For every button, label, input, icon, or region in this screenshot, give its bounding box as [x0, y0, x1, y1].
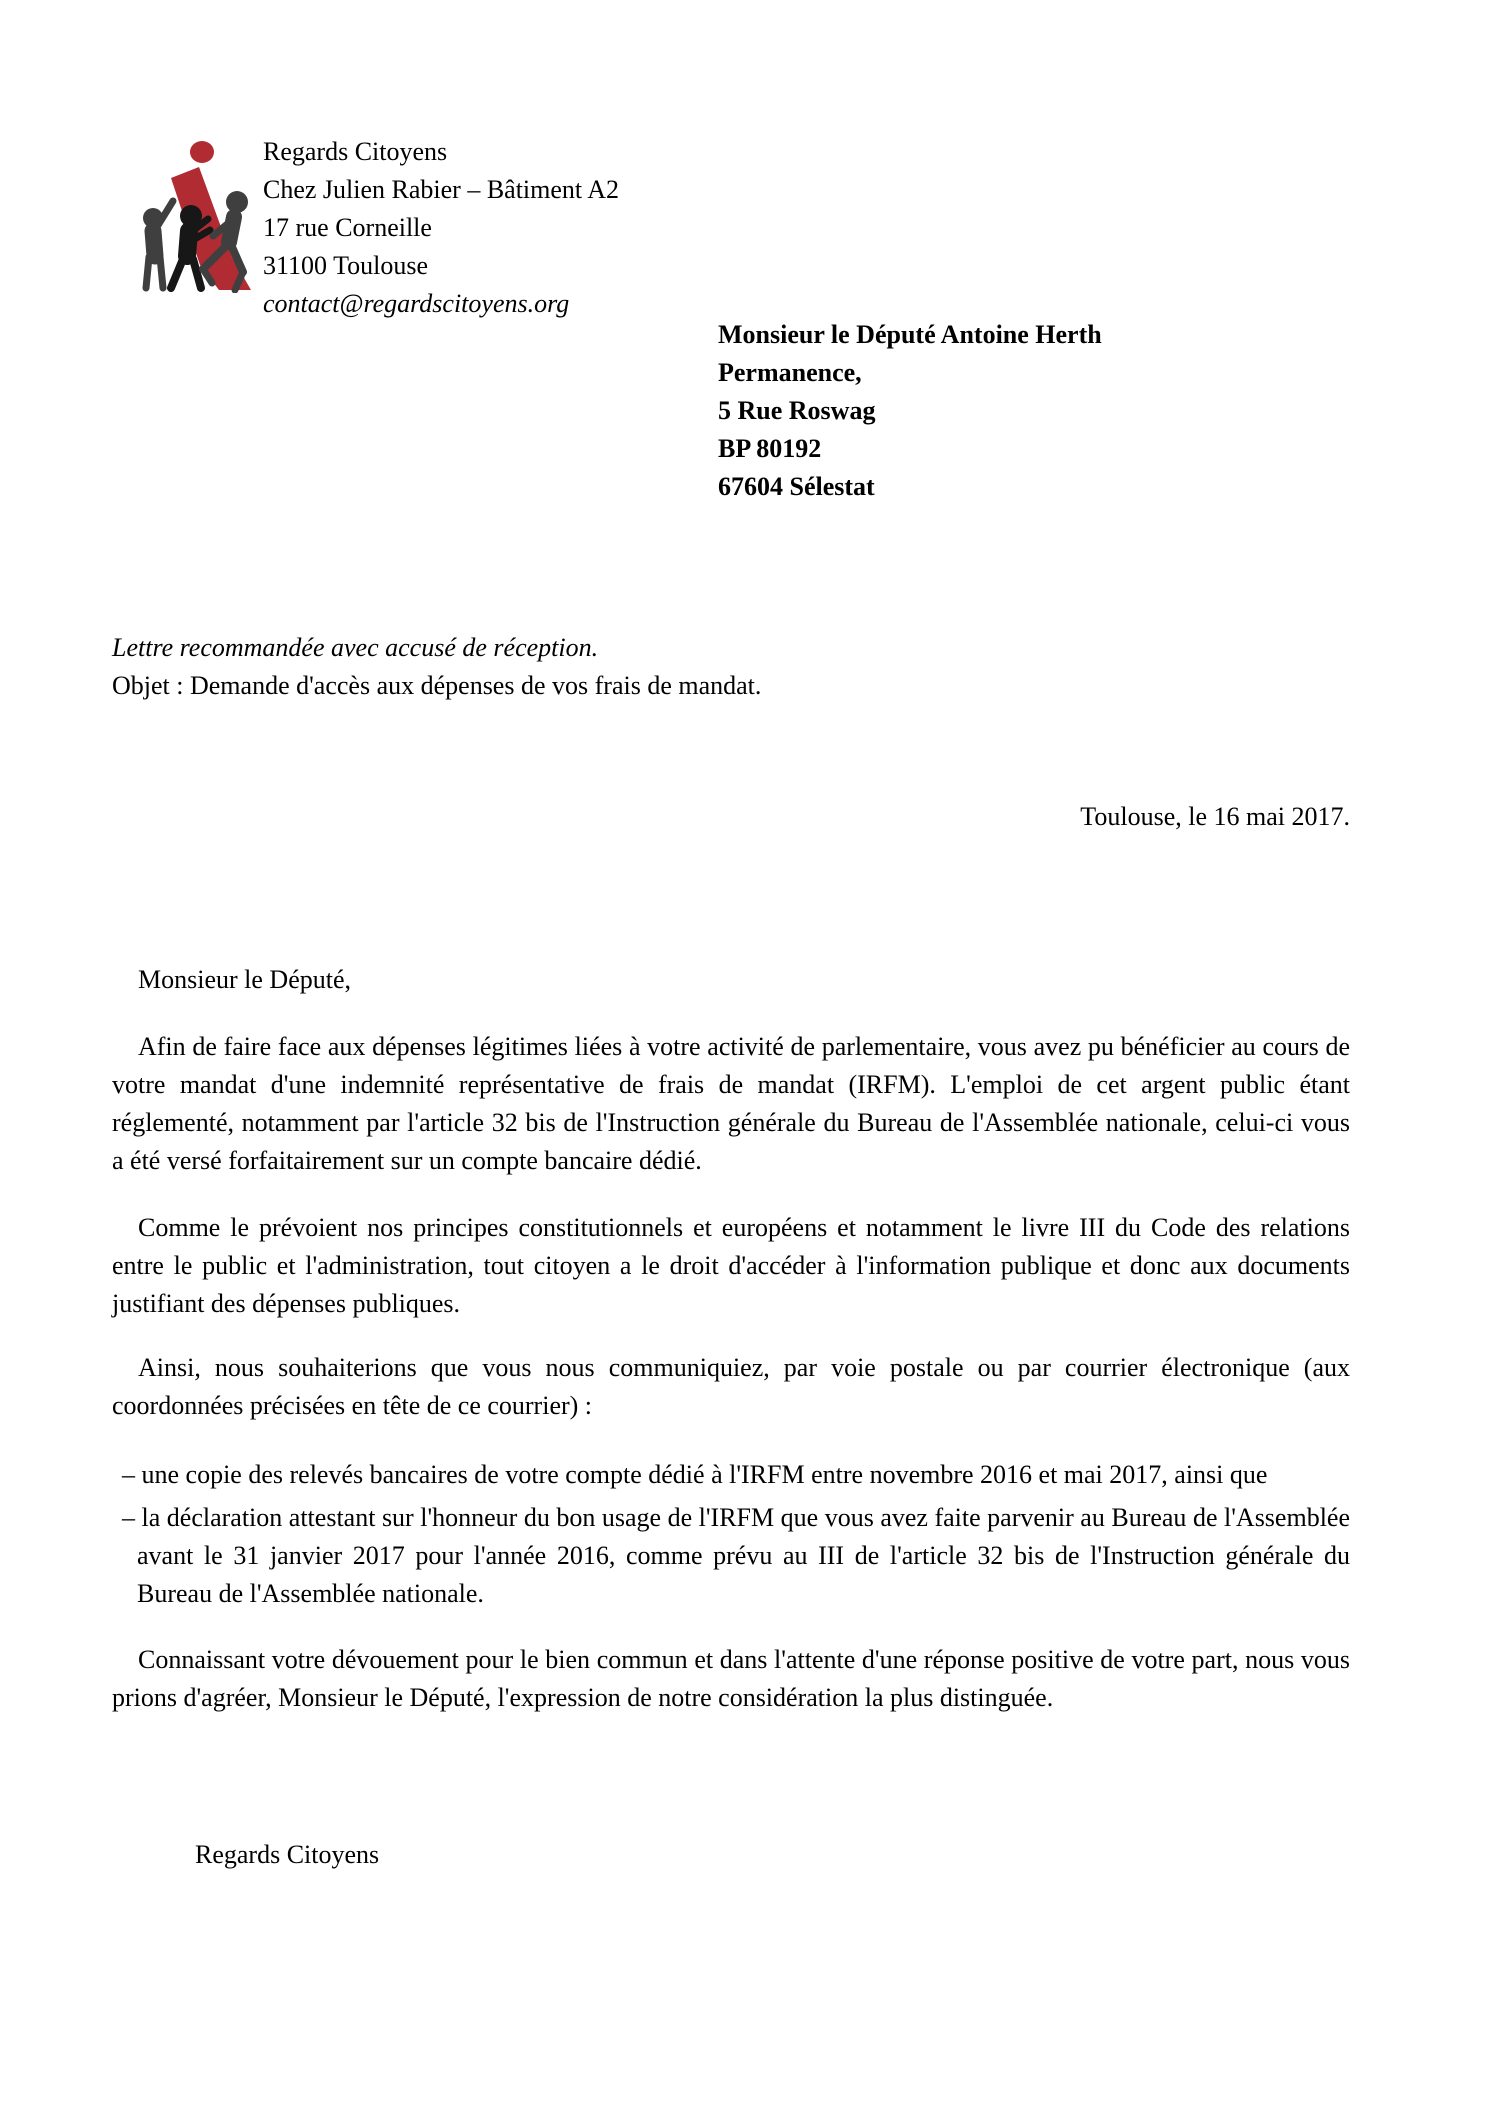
request-item-bank-statements: – une copie des relevés bancaires de votre compte dédié à l'IRFM entre novembre 2016 et mai 2017, ainsi que: [122, 1460, 1268, 1489]
sender-email: contact@regardscitoyens.org: [263, 289, 570, 318]
sender-address-block: [263, 133, 619, 323]
paragraph-irfm-intro: Afin de faire face aux dépenses légitimes liées à votre activité de parlementaire, vous avez pu bénéficier au cours de votre mandat d'une indemnité représentative de frais de mandat (IRFM). L'emploi de cet argent public étant réglementé, notamment par l'article 32 bis de l'Instruction générale du Bureau de l'Assemblée nationale, celui-ci vous a été versé forfaitairement sur un compte bancaire dédié.: [112, 1032, 1350, 1175]
dateline: Toulouse, le 16 mai 2017.: [1080, 802, 1350, 831]
request-item-declaration: – la déclaration attestant sur l'honneur du bon usage de l'IRFM que vous avez faite parvenir au Bureau de l'Assemblée avant le 31 janvier 2017 pour l'année 2016, comme prévu au III de l'article 32 bis de l'Instruction générale du Bureau de l'Assemblée nationale.: [122, 1503, 1350, 1608]
recipient-city: 67604 Sélestat: [718, 472, 875, 501]
regards-citoyens-logo: [140, 141, 252, 293]
sender-address-line: Chez Julien Rabier – Bâtiment A2: [263, 175, 619, 204]
recipient-street: 5 Rue Roswag: [718, 396, 876, 425]
recipient-address-block: [718, 316, 1102, 506]
sender-street: 17 rue Corneille: [263, 213, 432, 242]
recipient-name: Monsieur le Député Antoine Herth: [718, 320, 1102, 349]
paragraph-legal-basis: Comme le prévoient nos principes constitutionnels et européens et notamment le livre III du Code des relations entre le public et l'administration, tout citoyen a le droit d'accéder à l'information publique et donc aux documents justifiant des dépenses publiques.: [112, 1213, 1350, 1318]
recipient-po-box: BP 80192: [718, 434, 822, 463]
subject-line: Objet : Demande d'accès aux dépenses de vos frais de mandat.: [112, 671, 762, 700]
paragraph-request: Ainsi, nous souhaiterions que vous nous communiquiez, par voie postale ou par courrier électronique (aux coordonnées précisées en tête de ce courrier) :: [112, 1353, 1350, 1420]
sender-city: 31100 Toulouse: [263, 251, 429, 280]
registered-mail-line: Lettre recommandée avec accusé de réception.: [112, 633, 599, 662]
salutation: Monsieur le Député,: [138, 965, 352, 994]
people-carrying-i-icon: [140, 141, 252, 293]
recipient-line-permanence: Permanence,: [718, 358, 862, 387]
reference-block: [112, 629, 1350, 705]
closing-paragraph: Connaissant votre dévouement pour le bien commun et dans l'attente d'une réponse positive de votre part, nous vous prions d'agréer, Monsieur le Député, l'expression de notre considération la plus distinguée.: [112, 1645, 1350, 1712]
signature: Regards Citoyens: [195, 1840, 380, 1869]
sender-name: Regards Citoyens: [263, 137, 448, 166]
